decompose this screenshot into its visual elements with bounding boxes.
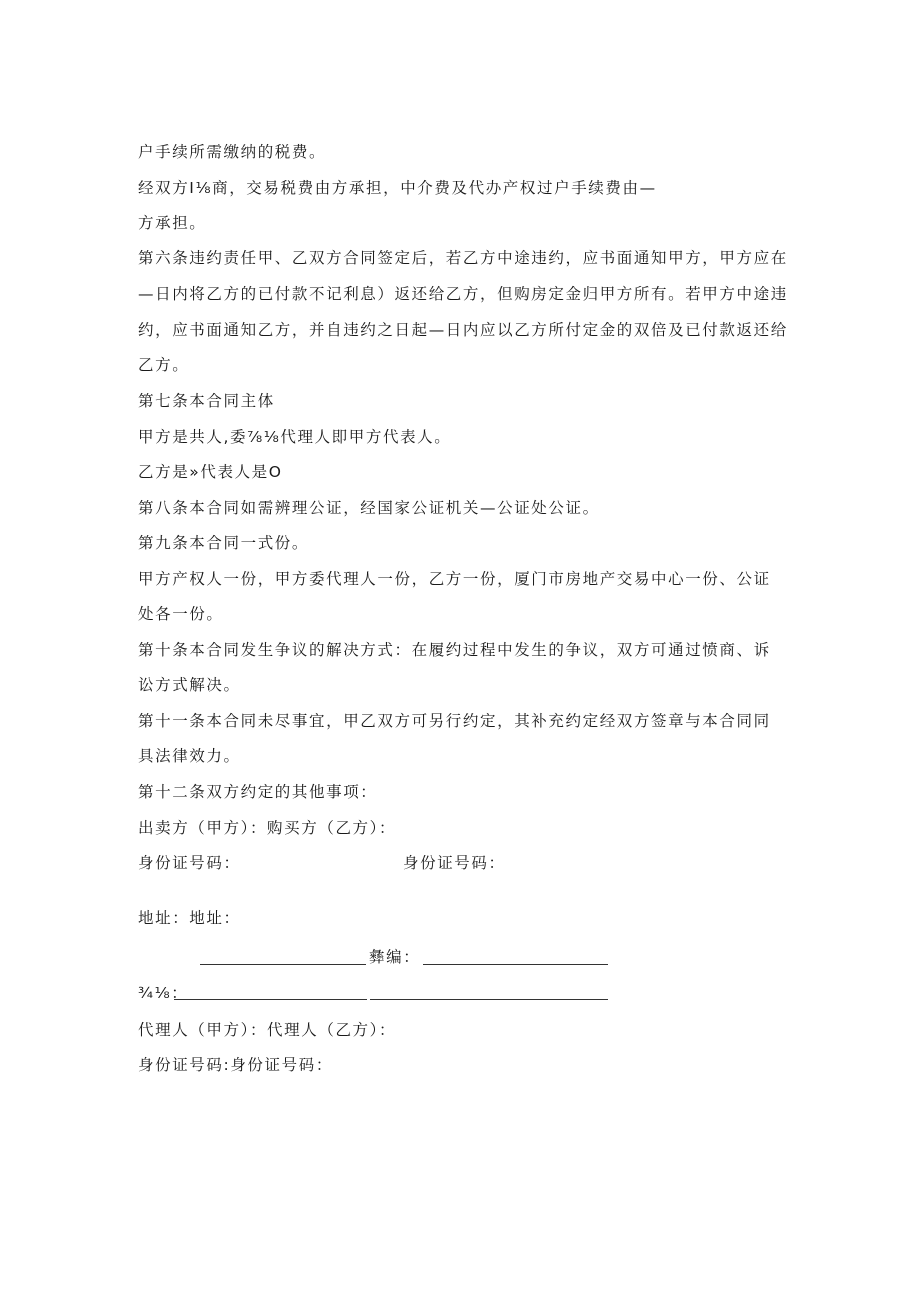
agent-id-line: 身份证号码:身份证号码： <box>138 1056 333 1074</box>
text-line-20: 出卖方（甲方）：购买方（乙方）： <box>138 819 397 837</box>
text-line-4: 第六条违约责任甲、乙双方合同签定后，若乙方中途违约，应书面通知甲方，甲方应在 <box>138 249 788 267</box>
postcode-label: 彝编： <box>369 948 421 966</box>
text-line-7: 乙方。 <box>138 356 190 374</box>
text-line-13: 甲方产权人一份，甲方委代理人一份，乙方一份，厦门市房地产交易中心一份、公证 <box>138 570 771 588</box>
id-number-right: 身份证号码： <box>403 854 506 872</box>
postcode-right-rule <box>423 964 608 965</box>
text-line-5: —日内将乙方的已付款不记利息）返还给乙方，但购房定金归甲方所有。若甲方中途违 <box>138 285 788 303</box>
address-line: 地址：地址： <box>138 909 241 927</box>
phone-label: ¾⅛： <box>138 984 189 1002</box>
text-line-10: 乙方是»代表人是O <box>138 463 283 481</box>
text-line-12: 第九条本合同一式份。 <box>138 534 310 552</box>
text-line-15: 第十条本合同发生争议的解决方式：在履约过程中发生的争议，双方可通过愤商、诉 <box>138 641 771 659</box>
text-line-19: 第十二条双方约定的其他事项： <box>138 783 378 801</box>
postcode-left-rule <box>200 964 366 965</box>
text-line-2: 经双方I⅛商，交易税费由方承担，中介费及代办产权过户手续费由— <box>138 179 657 197</box>
text-line-1: 户手续所需缴纳的税费。 <box>138 143 327 161</box>
text-line-17: 第十一条本合同未尽事宜，甲乙双方可另行约定，其补充约定经双方签章与本合同同 <box>138 712 771 730</box>
text-line-14: 处各一份。 <box>138 605 224 623</box>
text-line-3: 方承担。 <box>138 214 207 232</box>
agent-line: 代理人（甲方）：代理人（乙方）： <box>138 1021 397 1039</box>
phone-right-rule <box>370 999 608 1000</box>
text-line-9: 甲方是共人,委⅞⅛代理人即甲方代表人。 <box>138 428 452 446</box>
phone-left-rule <box>174 999 367 1000</box>
id-number-left: 身份证号码： <box>138 854 241 872</box>
text-line-11: 第八条本合同如需辨理公证，经国家公证机关—公证处公证。 <box>138 499 600 517</box>
text-line-8: 第七条本合同主体 <box>138 392 275 410</box>
text-line-18: 具法律效力。 <box>138 747 241 765</box>
text-line-16: 讼方式解决。 <box>138 676 241 694</box>
text-line-6: 约，应书面通知乙方，并自违约之日起—日内应以乙方所付定金的双倍及已付款返还给 <box>138 321 788 339</box>
